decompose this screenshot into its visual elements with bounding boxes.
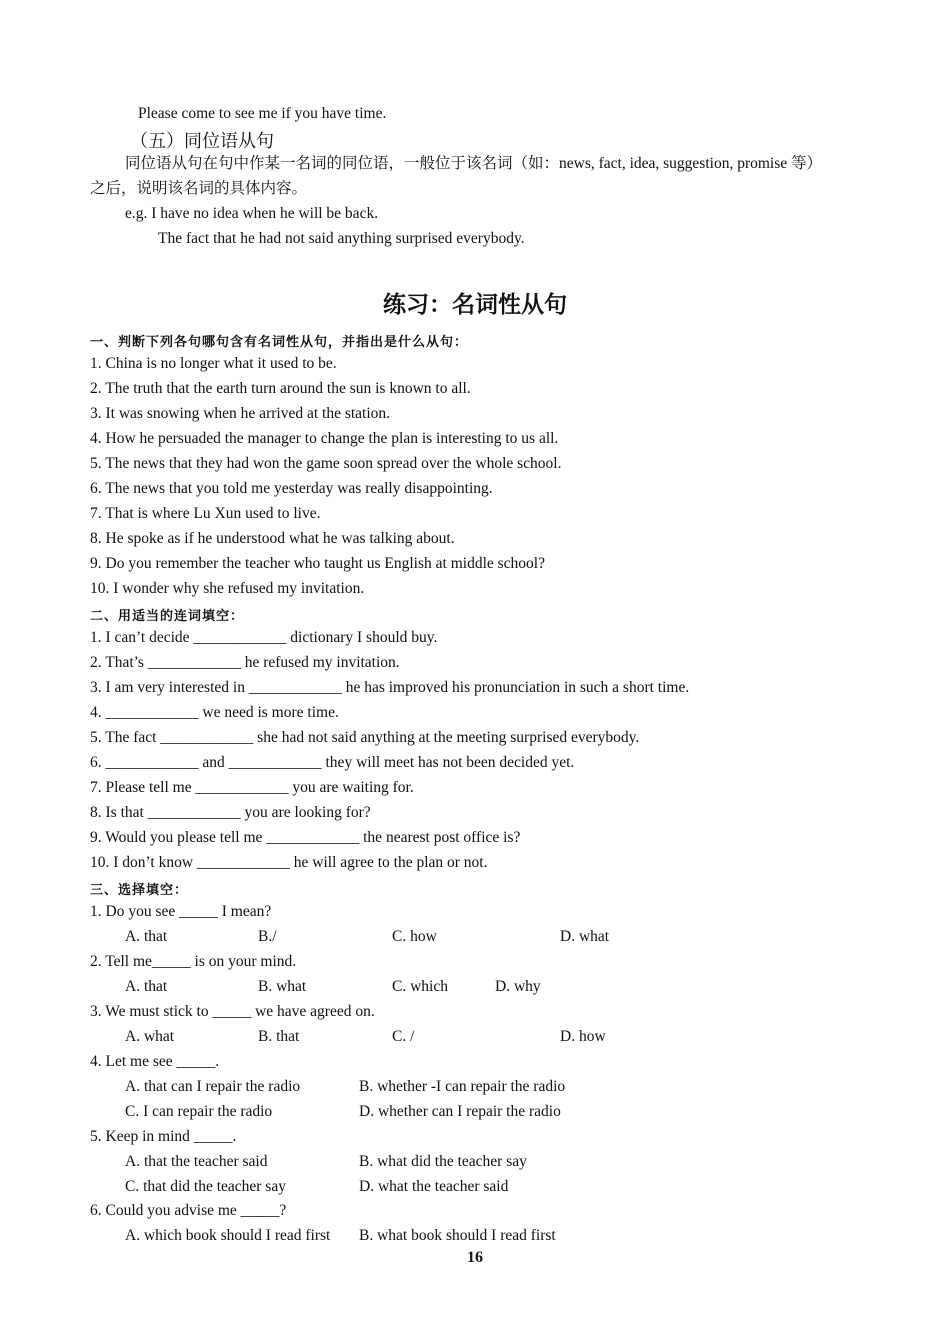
description-line-2: 之后，说明该名词的具体内容。: [90, 180, 308, 197]
page-title: 练习：名词性从句: [383, 292, 567, 318]
part2-item: 2. That’s ____________ he refused my invitation.: [90, 654, 400, 671]
question-stem: 5. Keep in mind _____.: [90, 1128, 237, 1145]
option-b: B. that: [258, 1028, 300, 1045]
part1-item: 10. I wonder why she refused my invitation.: [90, 580, 365, 597]
part2-item: 7. Please tell me ____________ you are waiting for.: [90, 779, 414, 796]
option-b: B./: [258, 928, 277, 945]
example-line-2: The fact that he had not said anything surprised everybody.: [158, 230, 525, 247]
part3-heading: 三、选择填空：: [90, 883, 189, 898]
part2-item: 3. I am very interested in ____________ he has improved his pronunciation in such a short time.: [90, 679, 690, 696]
part1-item: 5. The news that they had won the game soon spread over the whole school.: [90, 455, 562, 472]
option-c: C. that did the teacher say: [125, 1178, 286, 1195]
description-line-1: 同位语从句在句中作某一名词的同位语，一般位于该名词（如：news, fact, idea, suggestion, promise 等）: [125, 155, 823, 172]
part2-item: 10. I don’t know ____________ he will agree to the plan or not.: [90, 854, 488, 871]
part1-item: 2. The truth that the earth turn around the sun is known to all.: [90, 380, 471, 397]
part2-heading: 二、用适当的连词填空：: [90, 609, 245, 624]
part1-item: 6. The news that you told me yesterday was really disappointing.: [90, 480, 493, 497]
part2-item: 5. The fact ____________ she had not said anything at the meeting surprised everybody.: [90, 729, 640, 746]
option-c: C. /: [392, 1028, 415, 1045]
question-stem: 4. Let me see _____.: [90, 1053, 220, 1070]
part2-item: 9. Would you please tell me ____________ the nearest post office is?: [90, 829, 521, 846]
option-a: A. that: [125, 978, 168, 995]
part1-item: 3. It was snowing when he arrived at the station.: [90, 405, 391, 422]
option-c: C. I can repair the radio: [125, 1103, 273, 1120]
question-stem: 1. Do you see _____ I mean?: [90, 903, 272, 920]
option-b: B. what: [258, 978, 307, 995]
option-b: B. whether -I can repair the radio: [359, 1078, 566, 1095]
example-line-1: e.g. I have no idea when he will be back.: [125, 205, 379, 222]
part1-item: 9. Do you remember the teacher who taught us English at middle school?: [90, 555, 545, 572]
option-b: B. what did the teacher say: [359, 1153, 527, 1170]
option-d: D. how: [560, 1028, 606, 1045]
option-d: D. what the teacher said: [359, 1178, 509, 1195]
part1-item: 7. That is where Lu Xun used to live.: [90, 505, 321, 522]
option-a: A. which book should I read first: [125, 1227, 331, 1244]
part2-item: 1. I can’t decide ____________ dictionary I should buy.: [90, 629, 438, 646]
option-d: D. whether can I repair the radio: [359, 1103, 561, 1120]
part1-heading: 一、判断下列各句哪句含有名词性从句，并指出是什么从句：: [90, 335, 469, 350]
question-stem: 2. Tell me_____ is on your mind.: [90, 953, 297, 970]
option-d: D. why: [495, 978, 541, 995]
part1-item: 8. He spoke as if he understood what he was talking about.: [90, 530, 455, 547]
part2-item: 4. ____________ we need is more time.: [90, 704, 339, 721]
option-a: A. that: [125, 928, 168, 945]
option-a: A. that the teacher said: [125, 1153, 268, 1170]
question-stem: 3. We must stick to _____ we have agreed on.: [90, 1003, 375, 1020]
option-c: C. how: [392, 928, 437, 945]
section-heading-appositive: （五）同位语从句: [130, 131, 274, 152]
example-sentence: Please come to see me if you have time.: [138, 105, 387, 122]
question-stem: 6. Could you advise me _____?: [90, 1202, 287, 1219]
option-c: C. which: [392, 978, 448, 995]
part1-item: 1. China is no longer what it used to be.: [90, 355, 337, 372]
option-a: A. what: [125, 1028, 175, 1045]
part1-item: 4. How he persuaded the manager to change the plan is interesting to us all.: [90, 430, 559, 447]
part2-item: 8. Is that ____________ you are looking for?: [90, 804, 371, 821]
page-number: 16: [467, 1249, 483, 1266]
option-b: B. what book should I read first: [359, 1227, 556, 1244]
option-a: A. that can I repair the radio: [125, 1078, 301, 1095]
part2-item: 6. ____________ and ____________ they will meet has not been decided yet.: [90, 754, 575, 771]
option-d: D. what: [560, 928, 610, 945]
